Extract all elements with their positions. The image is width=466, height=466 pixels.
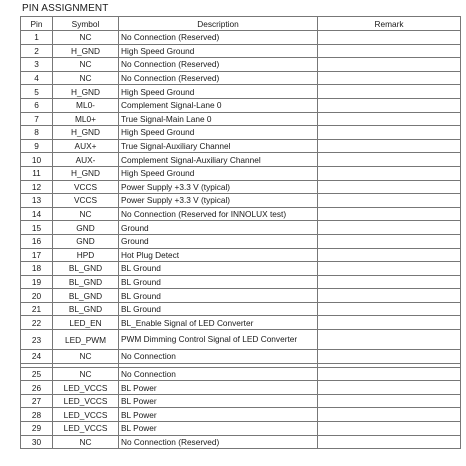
cell-pin: 19 — [21, 275, 53, 289]
table-row — [21, 153, 461, 167]
table-row — [21, 71, 461, 85]
cell-symbol: NC — [53, 367, 119, 381]
cell-symbol: VCCS — [53, 180, 119, 194]
header-pin: Pin — [21, 17, 53, 31]
table-row — [21, 166, 461, 180]
cell-description: High Speed Ground — [119, 126, 318, 140]
cell-remark — [318, 31, 461, 45]
cell-description: BL Power — [119, 422, 318, 436]
cell-description: No Connection — [119, 367, 318, 381]
cell-remark — [318, 289, 461, 303]
cell-pin: 15 — [21, 221, 53, 235]
table-row — [21, 381, 461, 395]
cell-pin: 24 — [21, 350, 53, 364]
cell-symbol: BL_GND — [53, 302, 119, 316]
cell-remark — [318, 234, 461, 248]
cell-remark — [318, 139, 461, 153]
cell-description: BL Power — [119, 394, 318, 408]
cell-remark — [318, 381, 461, 395]
cell-symbol: VCCS — [53, 194, 119, 208]
cell-pin: 29 — [21, 422, 53, 436]
cell-pin: 21 — [21, 302, 53, 316]
cell-description: BL Ground — [119, 289, 318, 303]
table-row — [21, 112, 461, 126]
cell-remark — [318, 408, 461, 422]
table-row — [21, 139, 461, 153]
cell-pin: 2 — [21, 44, 53, 58]
cell-remark — [318, 153, 461, 167]
table-row — [21, 44, 461, 58]
table-row — [21, 367, 461, 381]
cell-symbol: AUX- — [53, 153, 119, 167]
cell-description: No Connection — [119, 350, 318, 364]
cell-description: High Speed Ground — [119, 44, 318, 58]
table-row — [21, 435, 461, 449]
cell-description: Complement Signal-Lane 0 — [119, 98, 318, 112]
table-row — [21, 221, 461, 235]
table-body — [21, 31, 461, 449]
table-row — [21, 85, 461, 99]
cell-description: BL Power — [119, 381, 318, 395]
cell-symbol: LED_VCCS — [53, 381, 119, 395]
table-row — [21, 289, 461, 303]
cell-symbol: GND — [53, 221, 119, 235]
table-row — [21, 180, 461, 194]
cell-remark — [318, 221, 461, 235]
cell-symbol: ML0+ — [53, 112, 119, 126]
cell-symbol: H_GND — [53, 44, 119, 58]
table-row — [21, 98, 461, 112]
cell-description: High Speed Ground — [119, 85, 318, 99]
cell-description: No Connection (Reserved) — [119, 31, 318, 45]
cell-remark — [318, 166, 461, 180]
cell-remark — [318, 262, 461, 276]
table-row — [21, 422, 461, 436]
table-row — [21, 31, 461, 45]
cell-remark — [318, 367, 461, 381]
cell-description: True Signal-Main Lane 0 — [119, 112, 318, 126]
cell-pin: 10 — [21, 153, 53, 167]
cell-remark — [318, 275, 461, 289]
cell-description: True Signal-Auxiliary Channel — [119, 139, 318, 153]
cell-description: BL Ground — [119, 302, 318, 316]
cell-remark — [318, 422, 461, 436]
cell-symbol: LED_VCCS — [53, 422, 119, 436]
cell-remark — [318, 180, 461, 194]
cell-symbol: NC — [53, 207, 119, 221]
cell-description: BL Ground — [119, 262, 318, 276]
cell-symbol: BL_GND — [53, 289, 119, 303]
table-row — [21, 394, 461, 408]
cell-remark — [318, 316, 461, 330]
pin-assignment-table — [20, 16, 461, 449]
cell-remark — [318, 248, 461, 262]
cell-remark — [318, 98, 461, 112]
table-row — [21, 408, 461, 422]
cell-remark — [318, 330, 461, 350]
cell-description: Ground — [119, 234, 318, 248]
cell-remark — [318, 302, 461, 316]
cell-remark — [318, 394, 461, 408]
cell-pin: 20 — [21, 289, 53, 303]
page-title: PIN ASSIGNMENT — [22, 3, 109, 14]
table-row — [21, 194, 461, 208]
header-remark: Remark — [318, 17, 461, 31]
cell-pin: 17 — [21, 248, 53, 262]
cell-pin: 30 — [21, 435, 53, 449]
table-row — [21, 234, 461, 248]
cell-pin: 12 — [21, 180, 53, 194]
table-row — [21, 316, 461, 330]
cell-description: Power Supply +3.3 V (typical) — [119, 180, 318, 194]
cell-symbol: H_GND — [53, 166, 119, 180]
cell-remark — [318, 350, 461, 364]
table-row — [21, 330, 461, 350]
cell-pin: 3 — [21, 58, 53, 72]
cell-pin: 5 — [21, 85, 53, 99]
cell-symbol: LED_VCCS — [53, 408, 119, 422]
cell-pin: 13 — [21, 194, 53, 208]
cell-pin: 6 — [21, 98, 53, 112]
cell-description: Power Supply +3.3 V (typical) — [119, 194, 318, 208]
cell-description: Hot Plug Detect — [119, 248, 318, 262]
cell-pin: 7 — [21, 112, 53, 126]
cell-description: No Connection (Reserved) — [119, 435, 318, 449]
cell-symbol: H_GND — [53, 126, 119, 140]
cell-symbol: NC — [53, 350, 119, 364]
cell-remark — [318, 207, 461, 221]
cell-description: BL Power — [119, 408, 318, 422]
cell-remark — [318, 112, 461, 126]
cell-description: BL_Enable Signal of LED Converter — [119, 316, 318, 330]
table-row — [21, 126, 461, 140]
cell-pin: 11 — [21, 166, 53, 180]
cell-remark — [318, 85, 461, 99]
cell-description: BL Ground — [119, 275, 318, 289]
cell-symbol: NC — [53, 31, 119, 45]
cell-symbol: LED_PWM — [53, 330, 119, 350]
cell-description: No Connection (Reserved for INNOLUX test) — [119, 207, 318, 221]
cell-pin: 4 — [21, 71, 53, 85]
cell-pin: 23 — [21, 330, 53, 350]
cell-symbol: HPD — [53, 248, 119, 262]
table-row — [21, 207, 461, 221]
cell-pin: 9 — [21, 139, 53, 153]
table-row — [21, 350, 461, 364]
table-header-row — [21, 17, 461, 31]
table-row — [21, 302, 461, 316]
cell-pin: 16 — [21, 234, 53, 248]
cell-pin: 8 — [21, 126, 53, 140]
cell-remark — [318, 58, 461, 72]
cell-symbol: BL_GND — [53, 262, 119, 276]
table-row — [21, 248, 461, 262]
cell-symbol: ML0- — [53, 98, 119, 112]
cell-symbol: AUX+ — [53, 139, 119, 153]
cell-symbol: H_GND — [53, 85, 119, 99]
cell-description: No Connection (Reserved) — [119, 58, 318, 72]
cell-description: PWM Dimming Control Signal of LED Converter — [119, 330, 318, 350]
header-description: Description — [119, 17, 318, 31]
table-row — [21, 58, 461, 72]
cell-symbol: NC — [53, 435, 119, 449]
cell-remark — [318, 44, 461, 58]
table-row — [21, 262, 461, 276]
cell-remark — [318, 126, 461, 140]
cell-symbol: BL_GND — [53, 275, 119, 289]
cell-description: Complement Signal-Auxiliary Channel — [119, 153, 318, 167]
cell-description: Ground — [119, 221, 318, 235]
cell-pin: 18 — [21, 262, 53, 276]
cell-pin: 1 — [21, 31, 53, 45]
cell-description: No Connection (Reserved) — [119, 71, 318, 85]
cell-symbol: LED_EN — [53, 316, 119, 330]
cell-symbol: NC — [53, 58, 119, 72]
table-row — [21, 275, 461, 289]
cell-pin: 14 — [21, 207, 53, 221]
cell-remark — [318, 194, 461, 208]
cell-pin: 25 — [21, 367, 53, 381]
cell-pin: 28 — [21, 408, 53, 422]
cell-pin: 27 — [21, 394, 53, 408]
cell-remark — [318, 71, 461, 85]
cell-symbol: LED_VCCS — [53, 394, 119, 408]
cell-pin: 22 — [21, 316, 53, 330]
cell-description: High Speed Ground — [119, 166, 318, 180]
cell-remark — [318, 435, 461, 449]
cell-pin: 26 — [21, 381, 53, 395]
header-symbol: Symbol — [53, 17, 119, 31]
cell-symbol: NC — [53, 71, 119, 85]
cell-symbol: GND — [53, 234, 119, 248]
